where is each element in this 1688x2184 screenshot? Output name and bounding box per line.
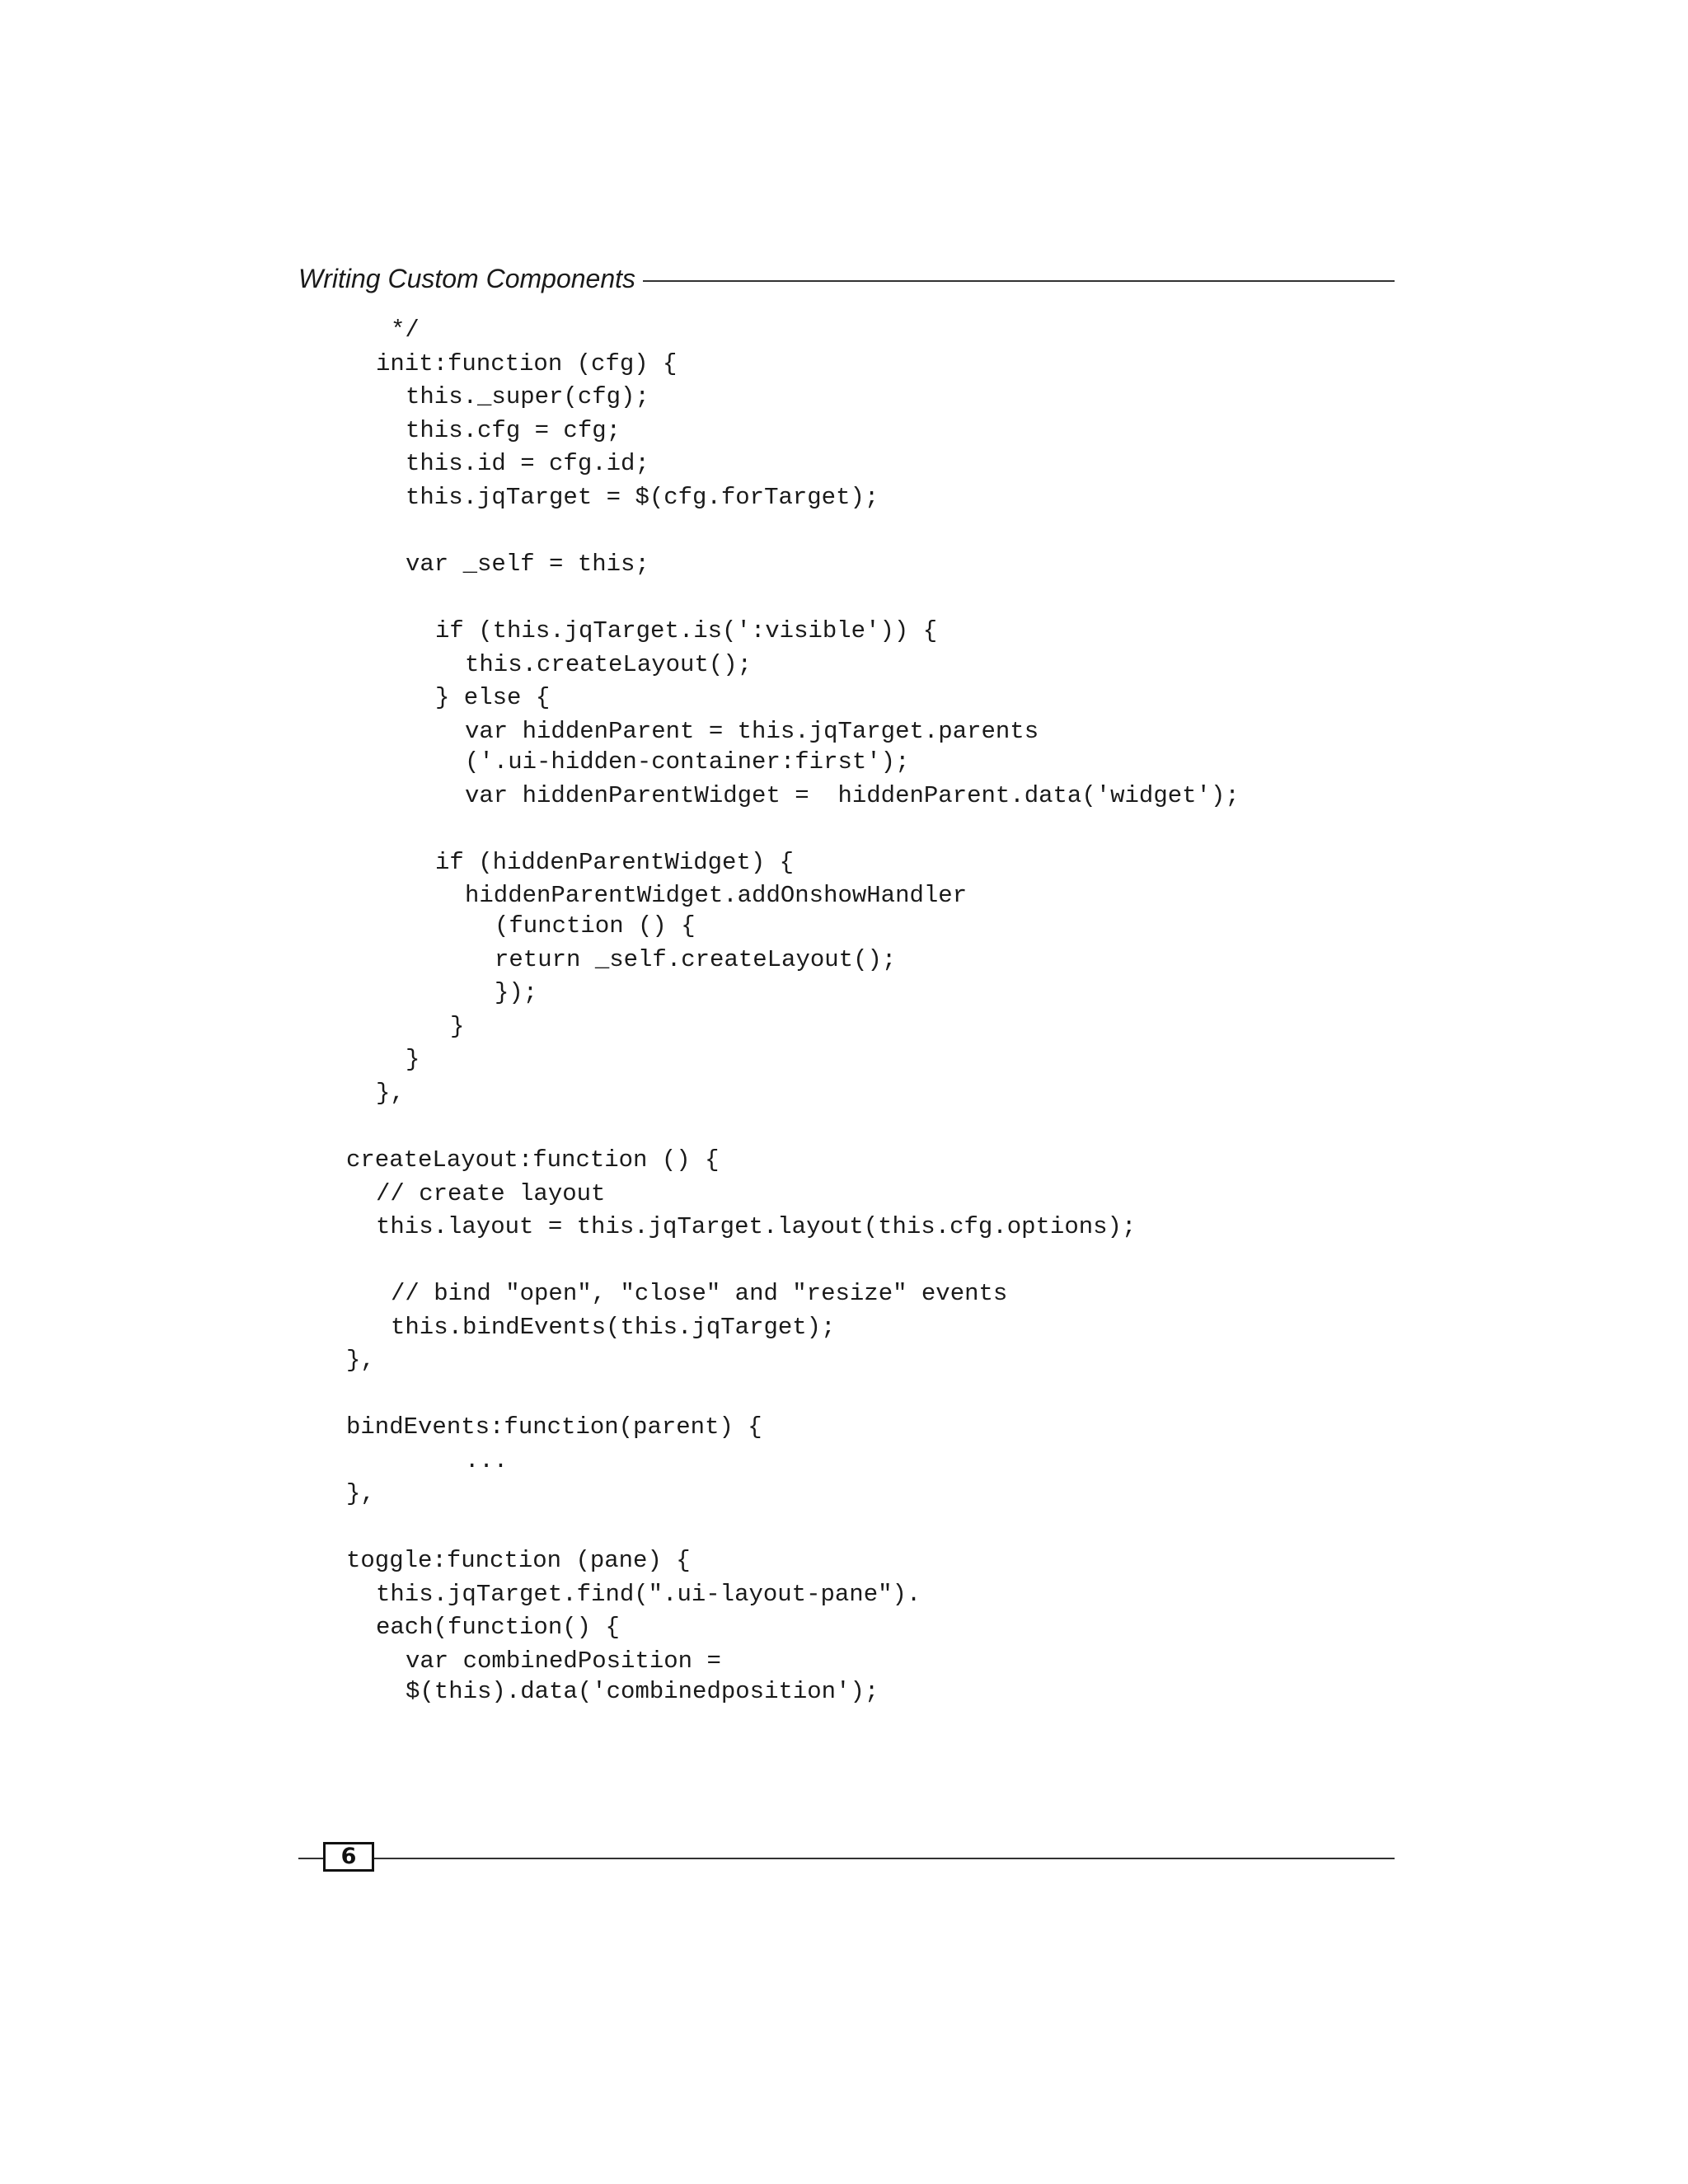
code-line: */ xyxy=(391,316,420,344)
code-line: this.createLayout(); xyxy=(465,651,753,678)
page-number: 6 xyxy=(323,1842,374,1872)
code-line: return _self.createLayout(); xyxy=(495,946,897,973)
code-line: } else { xyxy=(435,684,551,711)
code-line: this._super(cfg); xyxy=(406,383,649,410)
code-line: } xyxy=(450,1013,465,1040)
code-line: if (this.jqTarget.is(':visible')) { xyxy=(435,617,938,644)
code-line: // bind "open", "close" and "resize" events xyxy=(391,1280,1008,1307)
code-line: this.bindEvents(this.jqTarget); xyxy=(391,1314,836,1341)
code-line: this.cfg = cfg; xyxy=(406,417,621,444)
code-line: each(function() { xyxy=(376,1614,620,1641)
code-line: if (hiddenParentWidget) { xyxy=(435,849,795,876)
code-line: var combinedPosition = xyxy=(406,1647,721,1675)
code-line: }, xyxy=(346,1480,375,1507)
code-line: var _self = this; xyxy=(406,551,649,578)
chapter-title: Writing Custom Components xyxy=(298,264,636,293)
code-line: toggle:function (pane) { xyxy=(346,1547,691,1574)
code-line: var hiddenParentWidget = hiddenParent.data('widget'); xyxy=(465,782,1240,809)
code-line: }, xyxy=(346,1347,375,1374)
code-line: hiddenParentWidget.addOnshowHandler xyxy=(465,882,968,909)
code-line: this.jqTarget = $(cfg.forTarget); xyxy=(406,484,879,511)
code-line: this.layout = this.jqTarget.layout(this.cfg.options); xyxy=(376,1213,1137,1240)
code-line: }, xyxy=(376,1080,405,1107)
code-line: // create layout xyxy=(376,1180,606,1207)
code-line: bindEvents:function(parent) { xyxy=(346,1413,762,1441)
code-line: $(this).data('combinedposition'); xyxy=(406,1678,879,1705)
footer-rule xyxy=(298,1858,1395,1859)
code-line: init:function (cfg) { xyxy=(376,350,678,377)
code-line: }); xyxy=(495,979,538,1006)
code-line: this.jqTarget.find(".ui-layout-pane"). xyxy=(376,1581,921,1608)
code-line: createLayout:function () { xyxy=(346,1146,720,1174)
code-line: } xyxy=(406,1046,420,1073)
code-line: (function () { xyxy=(495,912,696,940)
code-line: var hiddenParent = this.jqTarget.parents xyxy=(465,718,1039,745)
code-line: ... xyxy=(465,1447,509,1474)
code-line: ('.ui-hidden-container:first'); xyxy=(465,748,910,776)
code-line: this.id = cfg.id; xyxy=(406,450,649,477)
